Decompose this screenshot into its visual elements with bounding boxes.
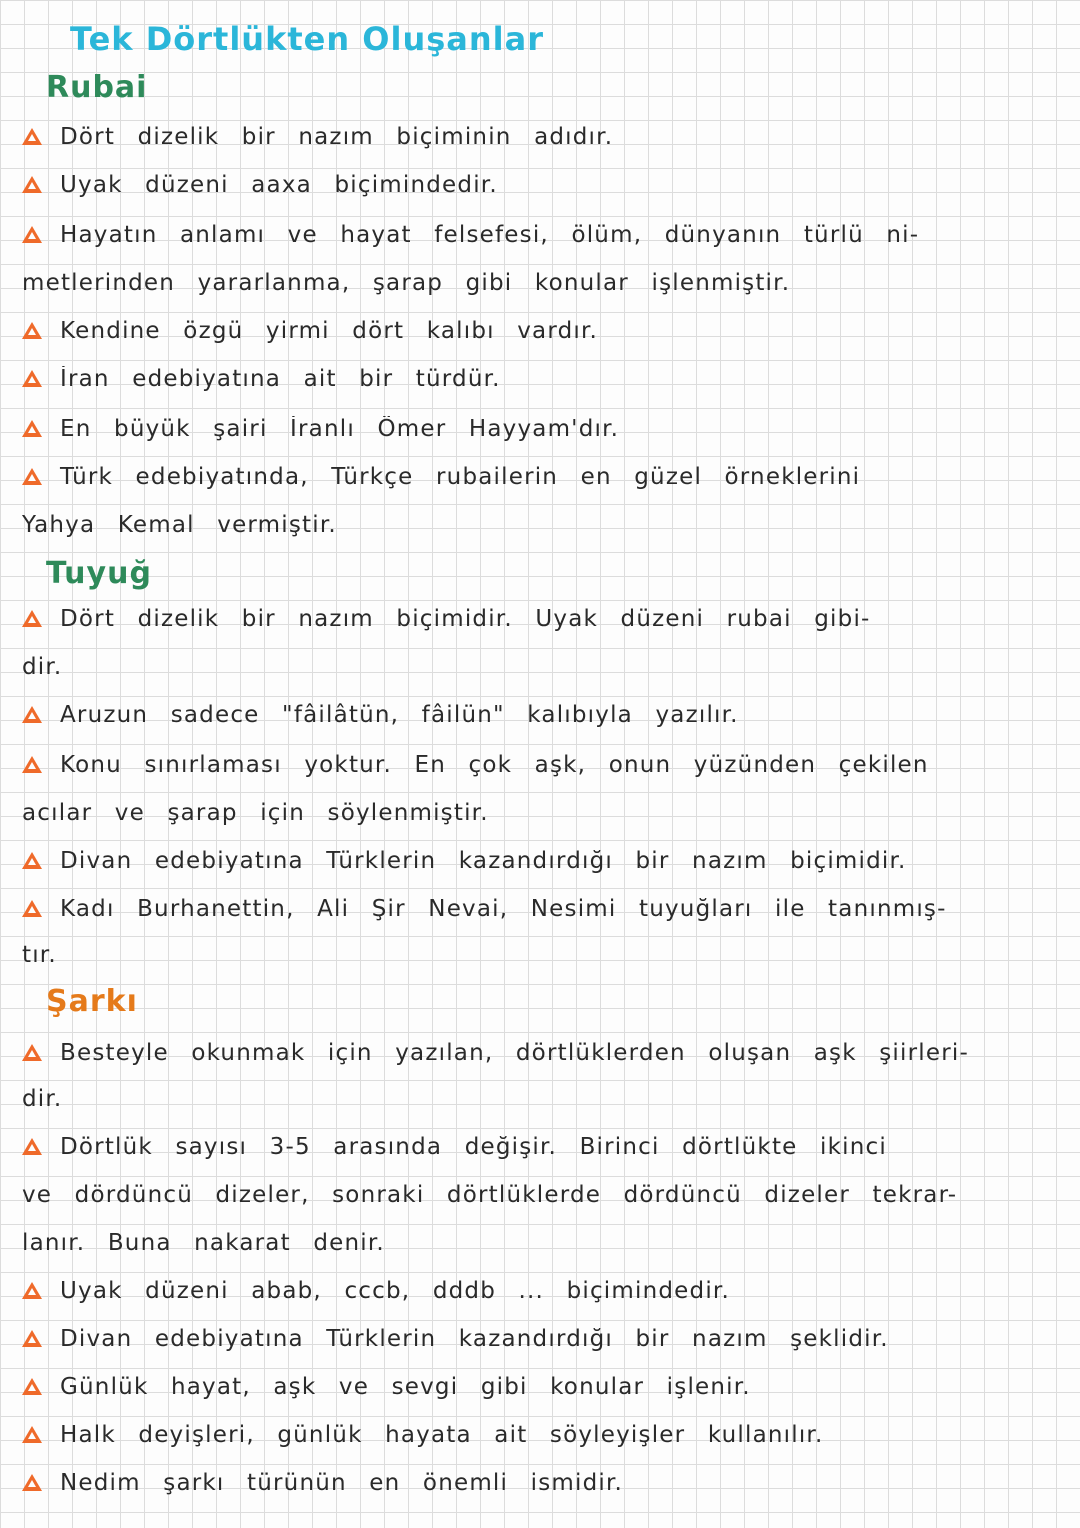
list-item: Aruzun sadece "fâilâtün, fâilün" kalıbıyla yazılır. [22,702,1052,728]
list-item: Dörtlük sayısı 3-5 arasında değişir. Birinci dörtlükte ikinci [22,1134,1052,1160]
triangle-bullet-icon [22,468,42,485]
list-item-continuation: Yahya Kemal vermiştir. [22,512,337,538]
triangle-bullet-icon [22,1138,42,1155]
list-item: Dört dizelik bir nazım biçiminin adıdır. [22,124,1052,150]
triangle-bullet-icon [22,852,42,869]
list-item: Nedim şarkı türünün en önemli ismidir. [22,1470,1052,1496]
section-heading-sarki: Şarkı [46,984,138,1019]
list-item-continuation: dir. [22,1086,63,1112]
triangle-bullet-icon [22,610,42,627]
list-item: Divan edebiyatına Türklerin kazandırdığı bir nazım biçimidir. [22,848,1052,874]
triangle-bullet-icon [22,756,42,773]
triangle-bullet-icon [22,176,42,193]
section-heading-tuyug: Tuyuğ [46,556,152,591]
triangle-bullet-icon [22,1426,42,1443]
triangle-bullet-icon [22,1282,42,1299]
triangle-bullet-icon [22,128,42,145]
list-item: Dört dizelik bir nazım biçimidir. Uyak düzeni rubai gibi- [22,606,1052,632]
list-item: Halk deyişleri, günlük hayata ait söyleyişler kullanılır. [22,1422,1052,1448]
list-item: Kendine özgü yirmi dört kalıbı vardır. [22,318,1052,344]
list-item: Türk edebiyatında, Türkçe rubailerin en güzel örneklerini [22,464,1052,490]
list-item-continuation: ve dördüncü dizeler, sonraki dörtlüklerde dördüncü dizeler tekrar- [22,1182,958,1208]
list-item: Uyak düzeni aaxa biçimindedir. [22,172,1052,198]
triangle-bullet-icon [22,370,42,387]
list-item: En büyük şairi İranlı Ömer Hayyam'dır. [22,416,1052,442]
list-item: Besteyle okunmak için yazılan, dörtlüklerden oluşan aşk şiirleri- [22,1040,1052,1066]
list-item: Konu sınırlaması yoktur. En çok aşk, onun yüzünden çekilen [22,752,1052,778]
triangle-bullet-icon [22,226,42,243]
section-heading-rubai: Rubai [46,70,148,105]
list-item: Günlük hayat, aşk ve sevgi gibi konular işlenir. [22,1374,1052,1400]
triangle-bullet-icon [22,420,42,437]
triangle-bullet-icon [22,900,42,917]
triangle-bullet-icon [22,1330,42,1347]
list-item: İran edebiyatına ait bir türdür. [22,366,1052,392]
list-item-continuation: metlerinden yararlanma, şarap gibi konular işlenmiştir. [22,270,791,296]
list-item-continuation: dir. [22,654,63,680]
triangle-bullet-icon [22,1474,42,1491]
list-item-continuation: tır. [22,942,57,968]
list-item: Uyak düzeni abab, cccb, dddb ... biçimindedir. [22,1278,1052,1304]
list-item-continuation: lanır. Buna nakarat denir. [22,1230,385,1256]
list-item: Divan edebiyatına Türklerin kazandırdığı bir nazım şeklidir. [22,1326,1052,1352]
triangle-bullet-icon [22,1044,42,1061]
list-item-continuation: acılar ve şarap için söylenmiştir. [22,800,489,826]
triangle-bullet-icon [22,706,42,723]
page-title: Tek Dörtlükten Oluşanlar [70,20,544,58]
triangle-bullet-icon [22,1378,42,1395]
list-item: Kadı Burhanettin, Ali Şir Nevai, Nesimi tuyuğları ile tanınmış- [22,896,1052,922]
triangle-bullet-icon [22,322,42,339]
list-item: Hayatın anlamı ve hayat felsefesi, ölüm, dünyanın türlü ni- [22,222,1052,248]
